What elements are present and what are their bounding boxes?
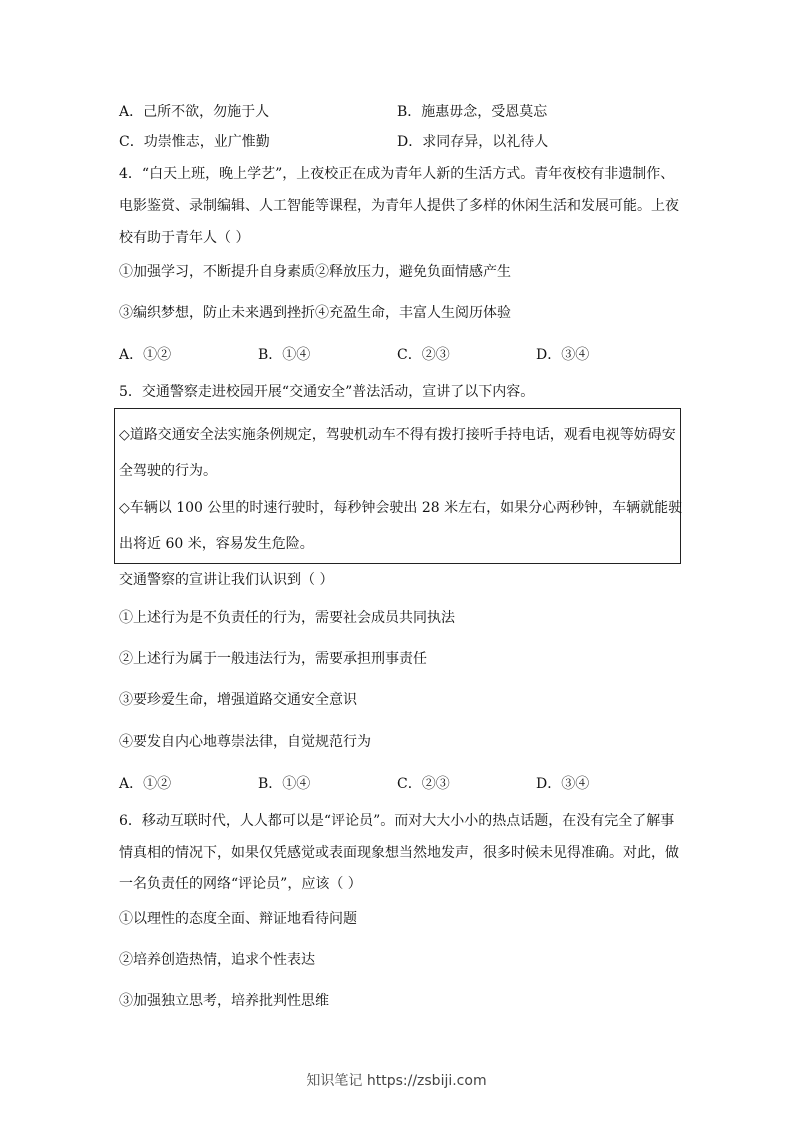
q5-stem: 5．交通警察走进校园开展“交通安全”普法活动，宣讲了以下内容。 bbox=[119, 384, 535, 400]
q5-statement-3: ③要珍爱生命，增强道路交通安全意识 bbox=[119, 692, 357, 708]
q4-option-b: B．①④ bbox=[258, 347, 311, 363]
q3-option-c: C．功崇惟志，业广惟勤 bbox=[119, 134, 270, 150]
q3-option-b: B．施惠毋念，受恩莫忘 bbox=[397, 104, 548, 120]
q4-option-d: D．③④ bbox=[536, 347, 590, 363]
q6-statement-2: ②培养创造热情，追求个性表达 bbox=[119, 952, 315, 968]
q4-option-a: A．①② bbox=[119, 347, 172, 363]
q4-stem-line-2: 电影鉴赏、录制编辑、人工智能等课程，为青年人提供了多样的休闲生活和发展可能。上夜 bbox=[119, 198, 679, 214]
q6-stem-line-1: 6．移动互联时代，人人都可以是“评论员”。而对大大小小的热点话题，在没有完全了解事 bbox=[119, 813, 675, 829]
q6-stem-line-3: 一名负责任的网络“评论员”，应该（ ） bbox=[119, 876, 362, 892]
q5-statement-4: ④要发自内心地尊崇法律，自觉规范行为 bbox=[119, 734, 371, 750]
q5-option-a: A．①② bbox=[119, 776, 172, 792]
q3-option-a: A．己所不欲，勿施于人 bbox=[119, 104, 270, 120]
q5-option-b: B．①④ bbox=[258, 776, 311, 792]
q5-option-c: C．②③ bbox=[397, 776, 450, 792]
q6-statement-1: ①以理性的态度全面、辩证地看待问题 bbox=[119, 911, 357, 927]
q4-option-c: C．②③ bbox=[397, 347, 450, 363]
q5-question: 交通警察的宣讲让我们认识到（ ） bbox=[119, 572, 334, 588]
q4-stem-line-3: 校有助于青年人（ ） bbox=[119, 230, 250, 246]
q5-box-line-1: ◇道路交通安全法实施条例规定，驾驶机动车不得有拨打接听手持电话，观看电视等妨碍安 bbox=[119, 427, 676, 443]
q6-stem-line-2: 情真相的情况下，如果仅凭感觉或表面现象想当然地发声，很多时候未见得准确。对此，做 bbox=[119, 845, 679, 861]
q4-statement-2: ③编织梦想，防止未来遇到挫折④充盈生命，丰富人生阅历体验 bbox=[119, 305, 511, 321]
q5-box-line-3: ◇车辆以 100 公里的时速行驶时，每秒钟会驶出 28 米左右，如果分心两秒钟，车辆就能驶 bbox=[119, 500, 683, 516]
footer-link-text: 知识笔记 https://zsbiji.com bbox=[306, 1073, 487, 1089]
q4-stem-line-1: 4．“白天上班，晚上学艺”，上夜校正在成为青年人新的生活方式。青年夜校有非遗制作、 bbox=[119, 166, 675, 182]
q5-box-line-4: 出将近 60 米，容易发生危险。 bbox=[119, 536, 314, 552]
q3-option-d: D．求同存异，以礼待人 bbox=[397, 134, 549, 150]
q5-box-line-2: 全驾驶的行为。 bbox=[119, 463, 217, 479]
q4-statement-1: ①加强学习，不断提升自身素质②释放压力，避免负面情感产生 bbox=[119, 264, 511, 280]
q6-statement-3: ③加强独立思考，培养批判性思维 bbox=[119, 993, 329, 1009]
q5-statement-1: ①上述行为是不负责任的行为，需要社会成员共同执法 bbox=[119, 610, 455, 626]
q5-statement-2: ②上述行为属于一般违法行为，需要承担刑事责任 bbox=[119, 651, 427, 667]
q5-option-d: D．③④ bbox=[536, 776, 590, 792]
